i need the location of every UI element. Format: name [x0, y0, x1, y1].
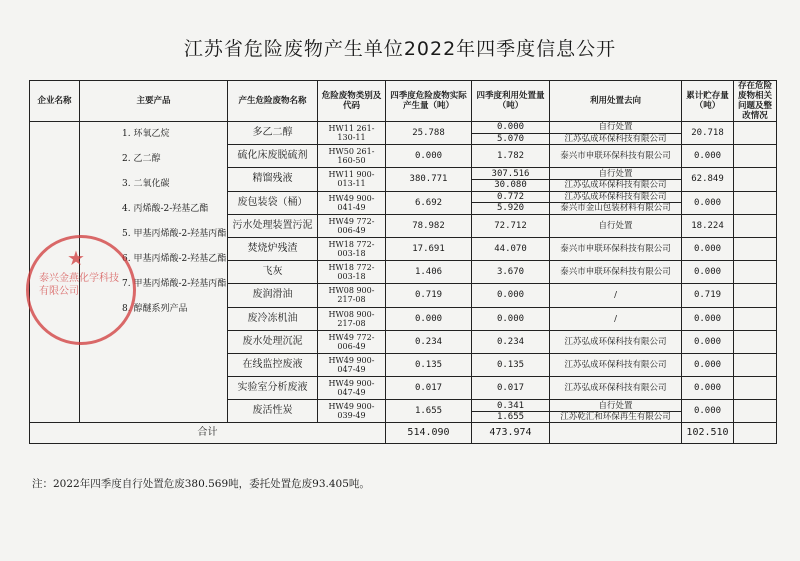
- category-cell: HW49 772-006-49: [318, 330, 386, 353]
- waste-name-cell: 废润滑油: [228, 284, 318, 307]
- utilized-cell: 72.712: [472, 214, 550, 237]
- stock-cell: 0.000: [682, 353, 734, 376]
- destination-cell: 江苏弘成环保科技有限公司: [550, 353, 682, 376]
- waste-name-cell: 废活性炭: [228, 400, 318, 423]
- stock-cell: 20.718: [682, 122, 734, 145]
- utilized-cell: 5.070: [472, 133, 550, 145]
- destination-cell: 泰兴市申联环保科技有限公司: [550, 261, 682, 284]
- utilized-cell: 0.234: [472, 330, 550, 353]
- stock-cell: 0.000: [682, 330, 734, 353]
- total-destination-blank: [550, 423, 682, 444]
- destination-cell: 江苏弘成环保科技有限公司: [550, 191, 682, 203]
- issues-cell: [734, 377, 777, 400]
- issues-cell: [734, 353, 777, 376]
- destination-cell: 泰兴市金山包装材料有限公司: [550, 203, 682, 215]
- waste-name-cell: 实验室分析废液: [228, 377, 318, 400]
- destination-cell: 自行处置: [550, 122, 682, 134]
- total-stock: 102.510: [682, 423, 734, 444]
- issues-cell: [734, 284, 777, 307]
- produced-cell: 0.000: [386, 145, 472, 168]
- issues-cell: [734, 330, 777, 353]
- produced-cell: 78.982: [386, 214, 472, 237]
- header-issues: 存在危险废物相关问题及整改情况: [734, 81, 777, 122]
- utilized-cell: 0.000: [472, 284, 550, 307]
- utilized-cell: 0.000: [472, 307, 550, 330]
- issues-cell: [734, 191, 777, 214]
- header-products: 主要产品: [80, 81, 228, 122]
- product-item: 2. 乙二醇: [122, 154, 161, 164]
- destination-cell: 自行处置: [550, 400, 682, 412]
- waste-name-cell: 污水处理装置污泥: [228, 214, 318, 237]
- utilized-cell: 0.017: [472, 377, 550, 400]
- category-cell: HW11 261-130-11: [318, 122, 386, 145]
- utilized-cell: 5.920: [472, 203, 550, 215]
- stock-cell: 0.000: [682, 261, 734, 284]
- waste-name-cell: 废冷冻机油: [228, 307, 318, 330]
- category-cell: HW18 772-003-18: [318, 237, 386, 260]
- issues-cell: [734, 237, 777, 260]
- header-utilized: 四季度利用处置量（吨）: [472, 81, 550, 122]
- produced-cell: 0.017: [386, 377, 472, 400]
- waste-table: [29, 80, 777, 444]
- issues-cell: [734, 214, 777, 237]
- stock-cell: 0.000: [682, 377, 734, 400]
- produced-cell: 380.771: [386, 168, 472, 191]
- destination-cell: 泰兴市申联环保科技有限公司: [550, 145, 682, 168]
- stock-cell: 62.849: [682, 168, 734, 191]
- product-item: 3. 二氧化碳: [122, 179, 170, 189]
- stock-cell: 0.000: [682, 400, 734, 423]
- issues-cell: [734, 145, 777, 168]
- products-cell: [80, 122, 228, 423]
- issues-cell: [734, 122, 777, 145]
- product-item: 6. 甲基丙烯酸-2-羟基乙酯: [122, 254, 227, 264]
- header-company: 企业名称: [30, 81, 80, 122]
- seal-star-icon: ★: [67, 246, 85, 270]
- page-title: 江苏省危险废物产生单位2022年四季度信息公开: [183, 38, 617, 60]
- seal-company-name: 泰兴金燕化学科技有限公司: [39, 273, 119, 297]
- header-stock: 累计贮存量（吨）: [682, 81, 734, 122]
- company-cell: [30, 122, 80, 423]
- produced-cell: 0.719: [386, 284, 472, 307]
- produced-cell: 0.234: [386, 330, 472, 353]
- stock-cell: 0.719: [682, 284, 734, 307]
- utilized-cell: 0.341: [472, 400, 550, 412]
- product-item: 8. 醇醚系列产品: [122, 304, 188, 314]
- utilized-cell: 44.070: [472, 237, 550, 260]
- category-cell: HW11 900-013-11: [318, 168, 386, 191]
- category-cell: HW49 900-039-49: [318, 400, 386, 423]
- utilized-cell: 30.080: [472, 179, 550, 191]
- stock-cell: 0.000: [682, 145, 734, 168]
- category-cell: HW18 772-003-18: [318, 261, 386, 284]
- stock-cell: 18.224: [682, 214, 734, 237]
- total-label: 合计: [30, 423, 386, 444]
- category-cell: HW08 900-217-08: [318, 307, 386, 330]
- product-item: 4. 丙烯酸-2-羟基乙酯: [122, 204, 209, 214]
- destination-cell: 江苏弘成环保科技有限公司: [550, 179, 682, 191]
- header-destination: 利用处置去向: [550, 81, 682, 122]
- footnote: 注：2022年四季度自行处置危废380.569吨，委托处置危废93.405吨。: [32, 478, 370, 490]
- header-produced: 四季度危险废物实际产生量（吨）: [386, 81, 472, 122]
- waste-name-cell: 精馏残液: [228, 168, 318, 191]
- waste-name-cell: 飞灰: [228, 261, 318, 284]
- destination-cell: 江苏弘成环保科技有限公司: [550, 330, 682, 353]
- waste-name-cell: 在线监控废液: [228, 353, 318, 376]
- stock-cell: 0.000: [682, 307, 734, 330]
- destination-cell: 江苏乾汇和环保再生有限公司: [550, 411, 682, 423]
- category-cell: HW49 900-041-49: [318, 191, 386, 214]
- total-utilized: 473.974: [472, 423, 550, 444]
- utilized-cell: 1.655: [472, 411, 550, 423]
- produced-cell: 0.135: [386, 353, 472, 376]
- category-cell: HW50 261-160-50: [318, 145, 386, 168]
- waste-name-cell: 多乙二醇: [228, 122, 318, 145]
- total-issues-blank: [734, 423, 777, 444]
- category-cell: HW49 900-047-49: [318, 377, 386, 400]
- waste-name-cell: 废水处理沉泥: [228, 330, 318, 353]
- product-item: 1. 环氧乙烷: [122, 129, 170, 139]
- product-item: 5. 甲基丙烯酸-2-羟基丙酯: [122, 229, 227, 239]
- issues-cell: [734, 307, 777, 330]
- header-category: 危险废物类别及代码: [318, 81, 386, 122]
- waste-name-cell: 废包装袋（桶）: [228, 191, 318, 214]
- produced-cell: 6.692: [386, 191, 472, 214]
- header-waste-name: 产生危险废物名称: [228, 81, 318, 122]
- produced-cell: 1.406: [386, 261, 472, 284]
- product-item: 7. 甲基丙烯酸-2-羟基丙酯: [122, 279, 227, 289]
- total-produced: 514.090: [386, 423, 472, 444]
- destination-cell: 自行处置: [550, 168, 682, 180]
- destination-cell: 自行处置: [550, 214, 682, 237]
- destination-cell: /: [550, 307, 682, 330]
- stock-cell: 0.000: [682, 237, 734, 260]
- utilized-cell: 0.772: [472, 191, 550, 203]
- produced-cell: 1.655: [386, 400, 472, 423]
- issues-cell: [734, 261, 777, 284]
- category-cell: HW49 772-006-49: [318, 214, 386, 237]
- waste-name-cell: 硫化床废脱硫剂: [228, 145, 318, 168]
- utilized-cell: 0.000: [472, 122, 550, 134]
- destination-cell: 江苏弘成环保科技有限公司: [550, 377, 682, 400]
- stock-cell: 0.000: [682, 191, 734, 214]
- utilized-cell: 0.135: [472, 353, 550, 376]
- table-row: [30, 122, 777, 134]
- category-cell: HW49 900-047-49: [318, 353, 386, 376]
- total-row: [30, 423, 777, 444]
- utilized-cell: 3.670: [472, 261, 550, 284]
- destination-cell: 泰兴市申联环保科技有限公司: [550, 237, 682, 260]
- waste-name-cell: 焚烧炉残渣: [228, 237, 318, 260]
- destination-cell: /: [550, 284, 682, 307]
- produced-cell: 25.788: [386, 122, 472, 145]
- category-cell: HW08 900-217-08: [318, 284, 386, 307]
- produced-cell: 0.000: [386, 307, 472, 330]
- utilized-cell: 1.782: [472, 145, 550, 168]
- issues-cell: [734, 400, 777, 423]
- issues-cell: [734, 168, 777, 191]
- utilized-cell: 307.516: [472, 168, 550, 180]
- destination-cell: 江苏弘成环保科技有限公司: [550, 133, 682, 145]
- produced-cell: 17.691: [386, 237, 472, 260]
